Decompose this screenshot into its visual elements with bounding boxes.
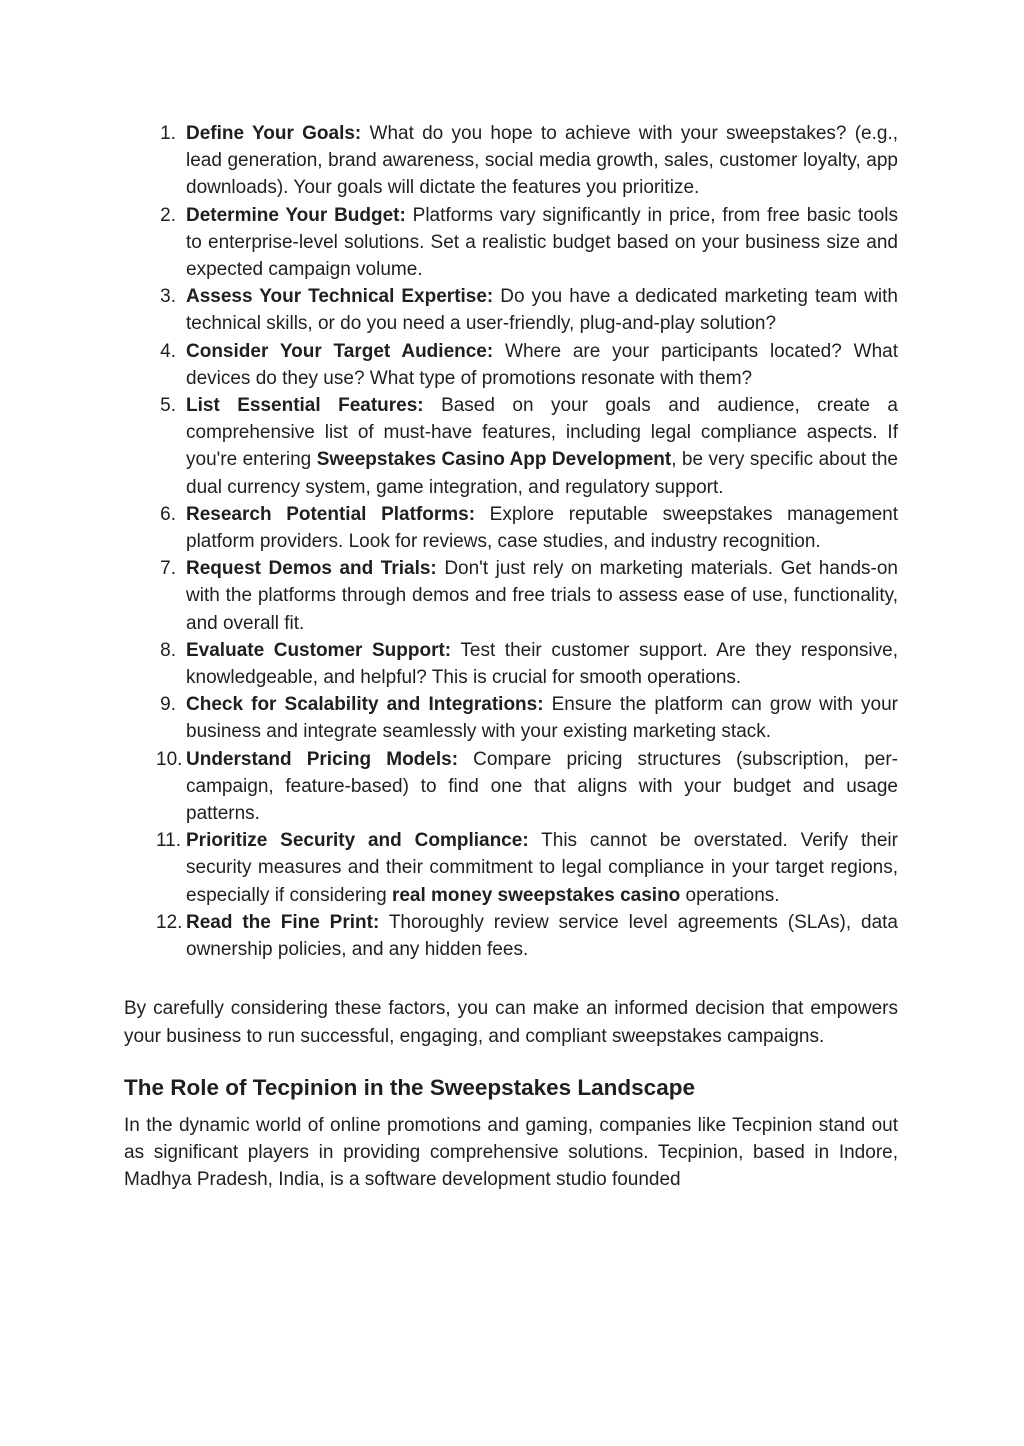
list-item-title: Request Demos and Trials:: [186, 558, 437, 580]
list-item-emphasis: Sweepstakes Casino App Development: [316, 449, 672, 471]
section-intro-paragraph: In the dynamic world of online promotions and gaming, companies like Tecpinion stand out as significant players in providing comprehensive solutions. Tecpinion, based in Indore, Madhya Pradesh, India, is a software development studio founded: [124, 1114, 898, 1191]
list-item: [124, 691, 898, 745]
list-item-text: Platforms vary significantly in price, from free basic tools to enterprise-level solutions. Set a realistic budget based on your business size and expected campaign volume.: [186, 204, 898, 281]
list-item: [124, 501, 898, 555]
list-item-title: Assess Your Technical Expertise:: [186, 286, 494, 308]
conclusion-paragraph: By carefully considering these factors, you can make an informed decision that empowers your business to run successful, engaging, and compliant sweepstakes campaigns.: [124, 998, 898, 1047]
list-item-emphasis: real money sweepstakes casino: [391, 884, 681, 906]
list-number: 3.: [160, 286, 176, 308]
list-item-text: This cannot be overstated. Verify their security measures and their commitment to legal compliance in your target regions, especially if considering: [186, 830, 898, 906]
list-item-text: Do you have a dedicated marketing team with technical skills, or do you need a user-friendly, plug-and-play solution?: [186, 286, 898, 335]
list-number: 5.: [160, 395, 176, 417]
list-item: [124, 827, 898, 909]
list-item-title: Consider Your Target Audience:: [186, 340, 494, 362]
list-item-title: Evaluate Customer Support:: [186, 639, 452, 661]
list-item-title: Research Potential Platforms:: [186, 503, 476, 525]
list-number: 12.: [156, 911, 183, 933]
list-number: 11.: [156, 830, 182, 852]
list-item: [124, 746, 898, 828]
list-item-title: List Essential Features:: [186, 395, 424, 417]
list-number: 4.: [160, 340, 176, 362]
list-item-text: Explore reputable sweepstakes management platform providers. Look for reviews, case studies, and industry recognition.: [186, 503, 898, 553]
list-item-text: What do you hope to achieve with your sweepstakes? (e.g., lead generation, brand awareness, social media growth, sales, customer loyalty, app downloads). Your goals will dictate the features you prioritize.: [186, 123, 899, 199]
list-item-title: Determine Your Budget:: [186, 204, 406, 226]
list-item-title: Read the Fine Print:: [186, 911, 380, 933]
list-item: [124, 637, 898, 691]
list-item-text: Thoroughly review service level agreements (SLAs), data ownership policies, and any hidden fees.: [186, 911, 898, 961]
list-number: 1.: [160, 123, 176, 144]
list-item-text: Test their customer support. Are they responsive, knowledgeable, and helpful? This is crucial for smooth operations.: [186, 639, 899, 689]
list-item-text: Where are your participants located? What devices do they use? What type of promotions resonate with them?: [186, 340, 898, 389]
list-item: [124, 202, 898, 284]
list-item-text: Ensure the platform can grow with your business and integrate seamlessly with your existing marketing stack.: [186, 694, 898, 743]
list-item: [124, 338, 898, 392]
list-item-title: Define Your Goals:: [186, 123, 362, 144]
list-item: [124, 392, 898, 501]
list-number: 10.: [156, 748, 183, 770]
list-item-title: Check for Scalability and Integrations:: [186, 694, 544, 716]
list-number: 9.: [160, 694, 176, 716]
list-number: 2.: [160, 204, 176, 226]
list-number: 6.: [160, 503, 176, 525]
list-item-text: Based on your goals and audience, create a comprehensive list of must-have features, including legal compliance aspects. If you're entering: [186, 395, 898, 471]
document-page: [124, 120, 898, 1193]
list-item-text: Don't just rely on marketing materials. Get hands-on with the platforms through demos and free trials to assess ease of use, functionality, and overall fit.: [186, 558, 898, 634]
list-number: 7.: [160, 558, 176, 580]
list-item: [124, 555, 898, 637]
list-item-title: Understand Pricing Models:: [186, 748, 459, 770]
list-item-title: Prioritize Security and Compliance:: [186, 830, 529, 852]
list-item-text-continued: , be very specific about the dual currency system, game integration, and regulatory support.: [186, 449, 898, 498]
list-number: 8.: [160, 639, 176, 661]
section-heading: The Role of Tecpinion in the Sweepstakes Landscape: [124, 1074, 695, 1100]
list-item: [124, 283, 898, 337]
list-item-text: Compare pricing structures (subscription, per-campaign, feature-based) to find one that aligns with your budget and usage patterns.: [186, 748, 899, 825]
steps-list: [124, 120, 898, 963]
list-item: [124, 909, 898, 963]
list-item: [124, 120, 898, 202]
list-item-text-continued: operations.: [680, 884, 780, 906]
